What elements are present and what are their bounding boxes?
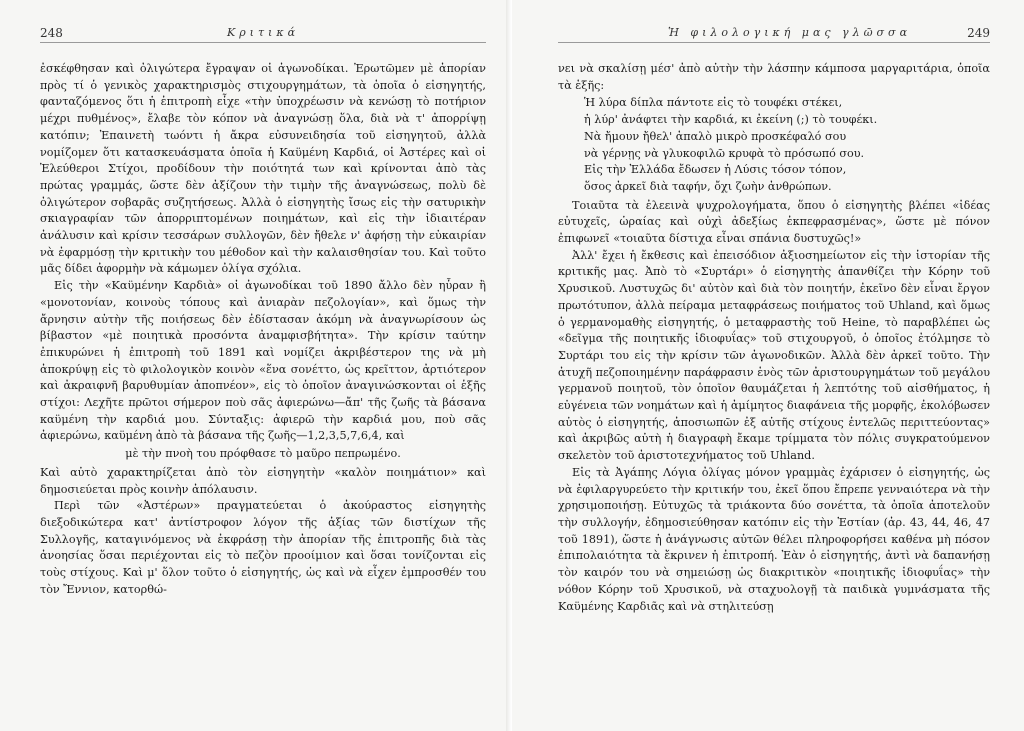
poem-line: Νὰ ἤμουν ἤθελ' ἁπαλὸ μικρὸ προσκέφαλό σου (584, 129, 847, 143)
quoted-poem (584, 95, 990, 195)
poem-line: ὅσος ἀρκεῖ διὰ ταφήν, ὄχι ζωὴν ἀνθρώπων. (584, 179, 832, 193)
poem-line: Ἡ λύρα δίπλα πάντοτε εἰς τὸ τουφέκι στέκει, (584, 96, 843, 110)
right-page (512, 0, 1024, 731)
paragraph: ἐσκέφθησαν καὶ ὀλιγώτερα ἔγραψαν οἱ ἀγωνοδίκαι. Ἐρωτῶμεν μὲ ἀπορίαν πρὸς τί ὁ γενικὸς χαρακτηρισμὸς στιχουργημάτων, τὰ ὁποῖα ὁ εἰσηγητής, φανταζόμενος ὅτι ἡ ἐπιτροπὴ εἶχε «τὴν ὑποχρέωσιν νὰ κενώσῃ τὸ ποτήριον μέχρι πυθμένος», ἔλαβε τὸν κόπον νὰ ἀναγνώσῃ ὅλα, διὰ νὰ τ' ἀπορρίψῃ κατόπιν; Ἐπαινετὴ τωόντι ἡ ἄκρα εὐσυνειδησία τοῦ εἰσηγητοῦ, ἀλλὰ νομίζομεν ὅτι κατασκευάσματα ὁποῖα ἡ Καϋμένη Καρδιά, οἱ Ἀστέρες καὶ οἱ Ἐλεύθεροι Στίχοι, προδίδουν τὴν ποιότητά των καὶ κρίνονται ἀπὸ τὰς πρώτας γραμμάς, ὥστε δὲν ἀξίζουν τὴν τιμὴν τῆς ἀναγνώσεως, πολὺ δὲ ὀλιγώτερον σοβαρᾶς συζητήσεως. Ἀλλὰ ὁ εἰσηγητὴς ἴσως εἰς τὴν σατυρικὴν σκιαγραφίαν τῶν ἀπορριπτομένων ποιημάτων, καὶ εἰς τὴν ἰδιαιτέραν ἀνάλυσιν καὶ κρίσιν τεσσάρων συλλογῶν, δὲν ἤθελε ν' ἀφήσῃ τὴν εὐκαιρίαν νὰ ἐφαρμόσῃ τὴν κριτικὴν του μέθοδον καὶ τὴν καλαισθησίαν του. Καὶ τοῦτο μᾶς δίδει ἀφορμὴν νὰ κάμωμεν ὀλίγα σχόλια. (40, 62, 486, 276)
poem-line: νὰ γέρνῃς νὰ γλυκοφιλῶ κρυφὰ τὸ πρόσωπό σου. (584, 146, 865, 160)
page-number: 248 (40, 26, 63, 40)
page-body (40, 61, 486, 599)
page-number: 249 (967, 26, 990, 40)
paragraph: Εἰς τὴν «Καϋμένην Καρδιὰ» οἱ ἀγωνοδίκαι τοῦ 1890 ἄλλο δὲν ηὗραν ἢ «μονοτονίαν, κοινοὺς τόπους καὶ ἀνιαρὰν πεζολογίαν», καὶ ὅμως τὴν ἄρνησιν αὐτὴν τῆς ποιήσεως δὲν ἐδίστασαν ἀκόμη νὰ ἀναγνωρίσουν ὡς βίβαστον «μὲ ποιητικὰ προσόντα ἀναμφισβήτητα». Τὴν κρίσιν ταύτην ἐπικυρώνει ἡ ἐπιτροπὴ τοῦ 1891 καὶ νομίζει ἀκριβέστερον της νὰ μὴ ἀποκρύψῃ εἰς τὸ φιλολογικὸν κοινὸν «ἕνα σονέττο, ὡς κρεῖττον, ἀρτιότερον καὶ ἀκραιφνῆ βαρυθυμίαν ἀποπνέον», εἰς τὸ ὁποῖον ἀναγινώσκονται οἱ ἑξῆς στίχοι: Λεχῆτε πρῶτοι σήμερον ποὺ σᾶς ἀφιερώνω—ἄπ' τῆς ζωῆς τὰ βάσανα καϋμένη τὴν καρδιά μου. Σύνταξις: ἀφιερῶ τὴν καρδιά μου, ποὺ σᾶς ἀφιερώνω, καϋμένη ἀπὸ τὰ βάσανα τῆς ζωῆς—1,2,3,5,7,6,4, καὶ (40, 279, 486, 443)
paragraph: Εἰς τὰ Ἀγάπης Λόγια ὀλίγας μόνον γραμμὰς ἐχάρισεν ὁ εἰσηγητής, ὡς νὰ ἐφιλαργυρεύετο τὴν κριτικήν του, ἐκεῖ ὅπου ἔπρεπε γενναιότερα νὰ τὴν χρησιμοποιήσῃ. Εὐτυχῶς τὰ τριάκοντα δύο σονέττα, τὰ ὁποῖα ἀποτελοῦν τὴν συλλογήν, ἐδημοσιεύθησαν κατόπιν εἰς τὴν Ἑστίαν (ἀρ. 43, 44, 46, 47 τοῦ 1891), ὥστε ἡ ἀνάγνωσις αὐτῶν θέλει πληροφορήσει καθένα μὴ πόσον ἐπιπολαιότητα τὰ ἔκρινεν ἡ ἐπιτροπή. Ἐὰν ὁ εἰσηγητής, ἀντὶ νὰ δαπανήσῃ τὸν καιρόν του νὰ σημειώσῃ ὡς διακριτικὸν «ποιητικῆς ἰδιοφυΐας» τὴν νόθον Κόρην τοῦ Χρυσικοῦ, νὰ σταχυολογῇ τὰ παιδικὰ γυμνάσματα τῆς Καϋμένης Καρδιᾶς καὶ νὰ στηλιτεύσῃ (558, 465, 990, 613)
running-head: Ἡ φιλολογική μας γλῶσσα (668, 26, 911, 39)
paragraph: Ἀλλ' ἔχει ἡ ἔκθεσις καὶ ἐπεισόδιον ἀξιοσημείωτον εἰς τὴν ἱστορίαν τῆς κριτικῆς μας. Ἀπὸ τὸ «Συρτάρι» ὁ εἰσηγητὴς ἀπανθίζει τὴν Κόρην τοῦ Χρυσικοῦ. Λυστυχῶς δι' αὐτὸν καὶ διὰ τὸν ποιητήν, ἐκεῖνο δὲν εἶναι ἔργον πρωτότυπον, ἀλλὰ πείραμα μεταφράσεως ποιήματος τοῦ Uhland, καὶ ὅμως ὁ γερμανομαθὴς εἰσηγητής, ὁ μεταφραστὴς τοῦ Heine, τὸ παραβλέπει ὡς «δεῖγμα τῆς ποιητικῆς ἰδιοφυΐας» τοῦ στιχουργοῦ, ὁ ὁποῖος ἐτόλμησε τὸ Συρτάρι του εἰς τὴν κρίσιν τῶν ἀγωνοδικῶν. Ἀλλὰ δὲν ἀρκεῖ τοῦτο. Τὴν ἀτυχῆ πεζοποιημένην παράφρασιν ἑνὸς τῶν ἀριστουργημάτων τοῦ μεγάλου γερμανοῦ ποιητοῦ, τὸν ὁποῖον θαυμάζεται ἡ λεπτότης τοῦ αἰσθήματος, ἡ εὐγένεια τῶν νοημάτων καὶ ἡ ἀμίμητος διαφάνεια τῆς μορφῆς, ἐκολόβωσεν αὐτὸς ὁ εἰσηγητής, ἀποσιωπῶν ἐξ αὐτῆς στίχους ἐντελῶς περιττεύοντας» καὶ ἀκριβῶς αὐτὴ ἡ διαγραφὴ ἔκαμε τρίμματα τὸν πόλις συγκρατούμενον σκελετὸν τοῦ ἀριστοτεχνήματος τοῦ Uhland. (558, 248, 990, 463)
verse-line: μὲ τὴν πνοὴ του πρόφθασε τὸ μαῦρο πεπρωμένο. (125, 447, 401, 461)
page-body (558, 61, 990, 615)
paragraph: Καὶ αὐτὸ χαρακτηρίζεται ἀπὸ τὸν εἰσηγητὴν «καλὸν ποιημάτιον» καὶ δημοσιεύεται πρὸς κοινὴν ἀπόλαυσιν. (40, 465, 486, 496)
paragraph: Τοιαῦτα τὰ ἐλεεινὰ ψυχρολογήματα, ὅπου ὁ εἰσηγητὴς βλέπει «ἰδέας εὐτυχεῖς, ὡραίας καὶ οὐχὶ ἀδεξίως ἐκπεφρασμένας», ὥστε μὲ πόνον ἐπιφωνεῖ «τοιαῦτα δίστιχα εἶναι σπάνια δυστυχῶς!» (558, 198, 990, 246)
quoted-verse (66, 446, 486, 463)
paragraph: νει νὰ σκαλίσῃ μέσ' ἀπὸ αὐτὴν τὴν λάσπην κάμποσα μαργαριτάρια, ὁποῖα τὰ ἑξῆς: (558, 62, 990, 92)
poem-line: Εἰς τὴν Ἑλλάδα ἔδωσεν ἡ Λύσις τόσον τόπον, (584, 163, 847, 177)
page-header (40, 26, 486, 43)
poem-line: ἡ λύρ' ἀνάφτει τὴν καρδιά, κι ἐκείνη (;) τὸ τουφέκι. (584, 113, 878, 127)
paragraph: Περὶ τῶν «Ἀστέρων» πραγματεύεται ὁ ἀκούραστος εἰσηγητὴς διεξοδικώτερα κατ' ἀντίστροφον λόγον τῆς ἀξίας τῶν διστίχων τῆς Συλλογῆς, καταγινόμενος νὰ ἐκφράσῃ τὴν ἀπορίαν τῆς ἐπιτροπῆς διὰ τὰς ἀνοησίας ὅσαι περιέχονται εἰς τὸ πεζὸν προοίμιον καὶ ὅσαι τονίζονται εἰς τοὺς στίχους. Καὶ μ' ὅλον τοῦτο ὁ εἰσηγητής, ὡς καὶ νὰ εἶχεν ἐμπροσθέν του τὸν Ἔννιον, κατορθώ- (40, 499, 486, 596)
page-header (558, 26, 990, 43)
running-head: Κριτικά (226, 26, 300, 39)
